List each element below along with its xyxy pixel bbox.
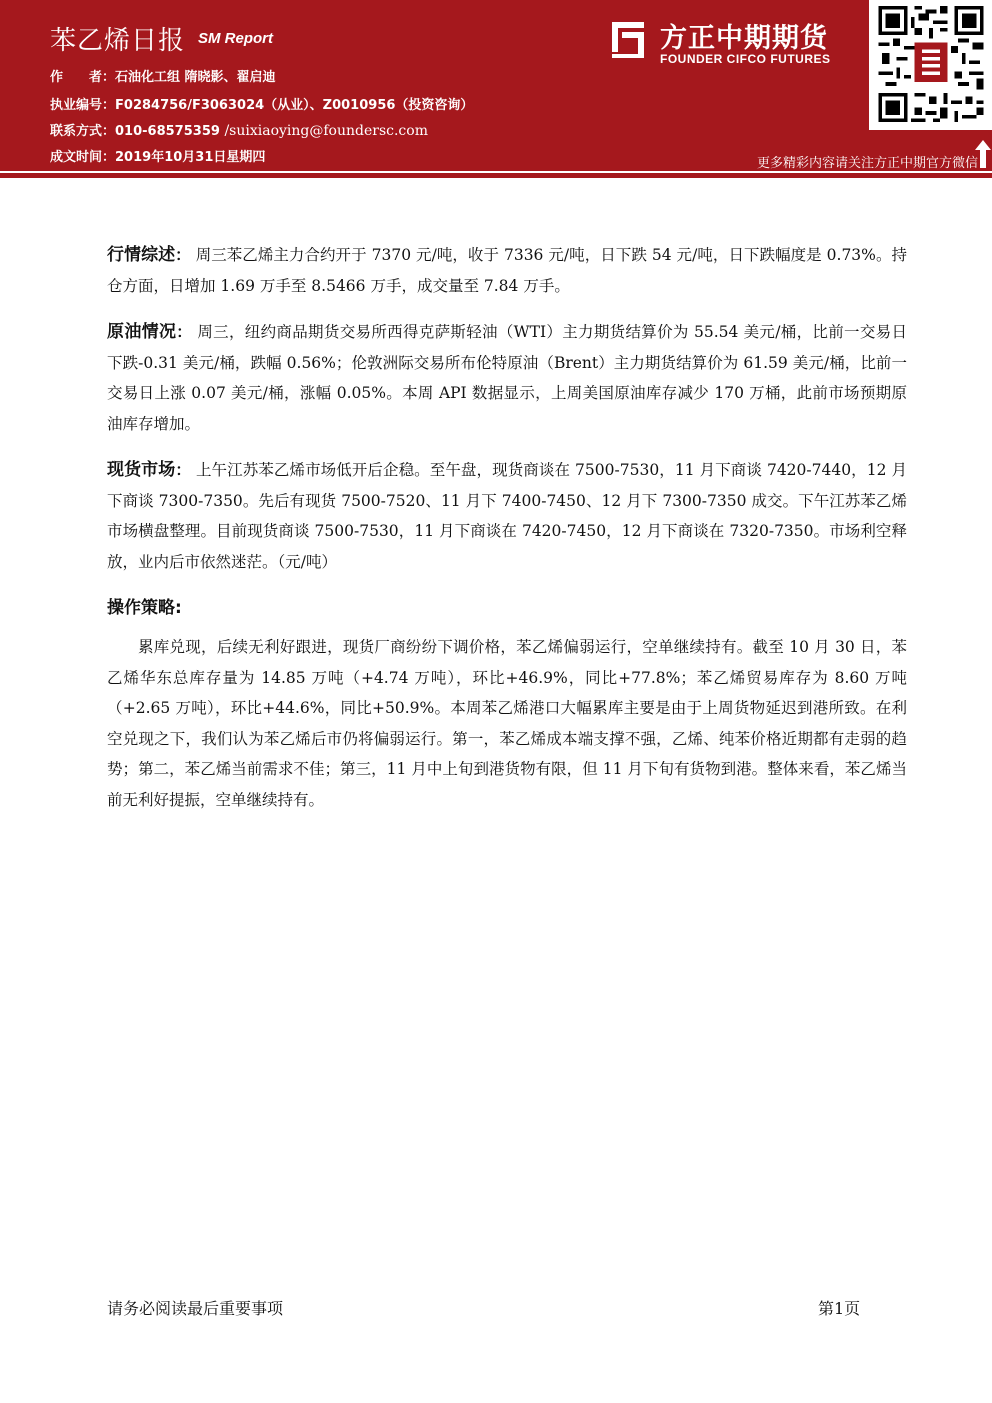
footer-disclaimer-note: 请务必阅读最后重要事项 (107, 1299, 284, 1318)
company-logo (608, 14, 863, 74)
report-header (0, 0, 992, 178)
license-value: F0284756/F3063024（从业）、Z0010956（投资咨询） (115, 98, 474, 113)
crude-oil-heading: 原油情况 (107, 322, 177, 342)
company-logo-english: FOUNDER CIFCO FUTURES (660, 52, 831, 66)
contact-phone: 010-68575359 (115, 124, 220, 139)
contact-label: 联系方式： (50, 124, 116, 139)
company-logo-name: 方正中期期货 (660, 23, 828, 54)
author-line (50, 66, 276, 85)
strategy-heading: 操作策略: (107, 598, 182, 618)
market-overview-heading: 行情综述 (107, 245, 176, 265)
report-subtitle: SM Report (198, 30, 273, 47)
market-overview-paragraph (107, 240, 907, 301)
author-value: 石油化工组 隋晓影、翟启迪 (115, 70, 276, 85)
date-label: 成文时间： (50, 150, 116, 165)
author-label: 作 者： (50, 70, 116, 85)
date-value: 2019年10月31日星期四 (115, 150, 266, 165)
header-bottom-bar (0, 173, 992, 178)
crude-oil-text: 周三，纽约商品期货交易所西得克萨斯轻油（WTI）主力期货结算价为 55.54 美元/桶，比前一交易日下跌-0.31 美元/桶，跌幅 0.56%；伦敦洲际交易所布伦特原油（Brent）主力期货结算价为 61.59 美元/桶，比前一交易日上涨 0.07 美元/桶，涨幅 0.05%。本周 API 数据显示，上周美国原油库存减少 170 万桶，此前市场预期原油库存增加。 (107, 323, 907, 433)
market-overview-separator: ： (175, 245, 191, 264)
spot-market-paragraph (107, 455, 907, 577)
license-line (50, 94, 473, 113)
wechat-qr-code (869, 0, 992, 130)
date-line (50, 146, 265, 165)
contact-email[interactable]: /suixiaoying@foundersc.com (224, 123, 428, 139)
license-label: 执业编号： (50, 98, 116, 113)
crude-oil-separator: ： (176, 322, 193, 341)
qr-code-icon (878, 6, 984, 122)
page-number: 第1页 (818, 1299, 861, 1318)
market-overview-text: 周三苯乙烯主力合约开于 7370 元/吨，收于 7336 元/吨，日下跌 54 元/吨，日下跌幅度是 0.73%。持仓方面，日增加 1.69 万手至 8.5466 万手，成交量至 7.84 万手。 (107, 246, 907, 295)
crude-oil-paragraph (107, 317, 907, 439)
strategy-paragraph: 累库兑现，后续无利好跟进，现货厂商纷纷下调价格，苯乙烯偏弱运行，空单继续持有。截至 10 月 30 日，苯乙烯华东总库存量为 14.85 万吨（+4.74 万吨），环比+46.9%，同比+77.8%；苯乙烯贸易库存为 8.60 万吨（+2.65 万吨），环比+44.6%，同比+50.9%。本周苯乙烯港口大幅累库主要是由于上周货物延迟到港所致。在利空兑现之下，我们认为苯乙烯后市仍将偏弱运行。第一，苯乙烯成本端支撑不强，乙烯、纯苯价格近期都有走弱的趋势；第二，苯乙烯当前需求不佳；第三，11 月中上旬到港货物有限，但 11 月下旬有货物到港。整体来看，苯乙烯当前无利好提振，空单继续持有。 (107, 638, 907, 809)
spot-market-heading: 现货市场 (107, 460, 176, 480)
wechat-follow-note: 更多精彩内容请关注方正中期官方微信 (756, 156, 978, 171)
report-title: 苯乙烯日报 (50, 26, 186, 56)
report-body (107, 240, 907, 815)
spot-market-separator: ： (175, 460, 191, 479)
company-logo-icon (608, 18, 648, 62)
contact-line (50, 120, 428, 139)
spot-market-text: 上午江苏苯乙烯市场低开后企稳。至午盘，现货商谈在 7500-7530，11 月下商谈 7420-7440，12 月下商谈 7300-7350。先后有现货 7500-7520、11 月下 7400-7450、12 月下 7300-7350 成交。下午江苏苯乙烯市场横盘整理。目前现货商谈 7500-7530，11 月下商谈在 7420-7450，12 月下商谈在 7320-7350。市场利空释放，业内后市依然迷茫。（元/吨） (107, 461, 907, 571)
